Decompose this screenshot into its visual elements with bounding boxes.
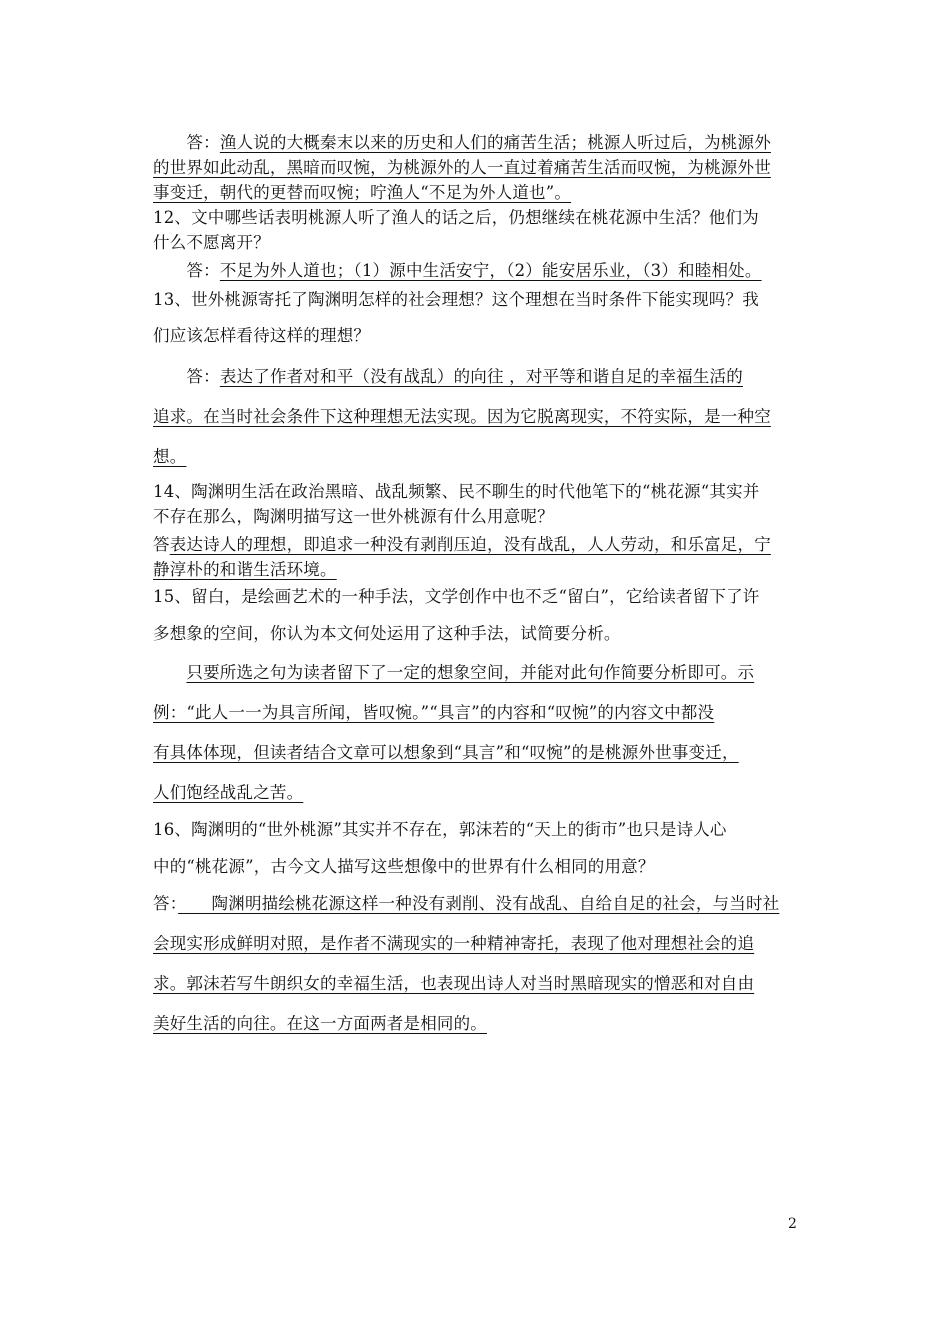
answer-13-line-1: 答：表达了作者对和平（没有战乱）的向往 ，对平等和谐自足的幸福生活的 bbox=[153, 367, 743, 386]
answer-16-line-1: 答： 陶渊明描绘桃花源这样一种没有剥削、没有战乱、自给自足的社会，与当时社 bbox=[153, 894, 780, 913]
answer-15-line-4: 人们饱经战乱之苦。 bbox=[153, 783, 304, 802]
question-16-line-1: 16、陶渊明的“世外桃源”其实并不存在，郭沫若的“天上的街市”也只是诗人心 bbox=[153, 820, 727, 839]
question-16-line-2: 中的“桃花源”，古今文人描写这些想像中的世界有什么相同的用意？ bbox=[153, 857, 655, 876]
answer-13-line-3: 想。 bbox=[153, 447, 187, 466]
answer-11-line-2: 的世界如此动乱，黑暗而叹惋，为桃源外的人一直过着痛苦生活而叹惋，为桃源外世 bbox=[153, 158, 771, 177]
answer-12: 答：不足为外人道也；（1）源中生活安宁，（2）能安居乐业，（3）和睦相处。 bbox=[153, 261, 762, 280]
answer-15-line-2: 例：“此人一一为具言所闻，皆叹惋。”“具言”的内容和“叹惋”的内容文中都没 bbox=[153, 703, 715, 722]
answer-14-line-1: 答表达诗人的理想，即追求一种没有剥削压迫，没有战乱，人人劳动，和乐富足，宁 bbox=[153, 535, 771, 554]
question-15-line-1: 15、留白，是绘画艺术的一种手法，文学创作中也不乏“留白”，它给读者留下了许 bbox=[153, 587, 760, 606]
answer-15-line-1: 只要所选之句为读者留下了一定的想象空间，并能对此句作简要分析即可。示 bbox=[186, 663, 755, 682]
answer-16-line-4: 美好生活的向往。在这一方面两者是相同的。 bbox=[153, 1014, 487, 1033]
question-12-line-1: 12、文中哪些话表明桃源人听了渔人的话之后，仍想继续在桃花源中生活？他们为 bbox=[153, 208, 759, 227]
question-12-line-2: 什么不愿离开？ bbox=[153, 233, 270, 252]
page-number: 2 bbox=[788, 1216, 797, 1232]
answer-14-line-2: 静淳朴的和谐生活环境。 bbox=[153, 560, 337, 579]
question-14-line-1: 14、陶渊明生活在政治黑暗、战乱频繁、民不聊生的时代他笔下的“桃花源“其实并 bbox=[153, 482, 760, 501]
answer-16-line-3: 求。郭沫若写牛朗织女的幸福生活，也表现出诗人对当时黑暗现实的憎恶和对自由 bbox=[153, 974, 755, 993]
question-15-line-2: 多想象的空间，你认为本文何处运用了这种手法，试简要分析。 bbox=[153, 624, 621, 643]
answer-11-line-1: 答：渔人说的大概秦末以来的历史和人们的痛苦生活；桃源人听过后，为桃源外 bbox=[153, 133, 771, 152]
answer-16-line-2: 会现实形成鲜明对照，是作者不满现实的一种精神寄托，表现了他对理想社会的追 bbox=[153, 934, 755, 953]
answer-11-line-3: 事变迁，朝代的更替而叹惋；咛渔人“不足为外人道也”。 bbox=[153, 183, 572, 202]
question-14-line-2: 不存在那么，陶渊明描写这一世外桃源有什么用意呢？ bbox=[153, 507, 554, 526]
answer-15-line-3: 有具体体现，但读者结合文章可以想象到“具言”和“叹惋”的是桃源外世事变迁， bbox=[153, 743, 739, 762]
answer-13-line-2: 追求。在当时社会条件下这种理想无法实现。因为它脱离现实，不符实际，是一种空 bbox=[153, 407, 771, 426]
question-13-line-2: 们应该怎样看待这样的理想？ bbox=[153, 326, 371, 345]
question-13-line-1: 13、世外桃源寄托了陶渊明怎样的社会理想？这个理想在当时条件下能实现吗？我 bbox=[153, 290, 759, 309]
